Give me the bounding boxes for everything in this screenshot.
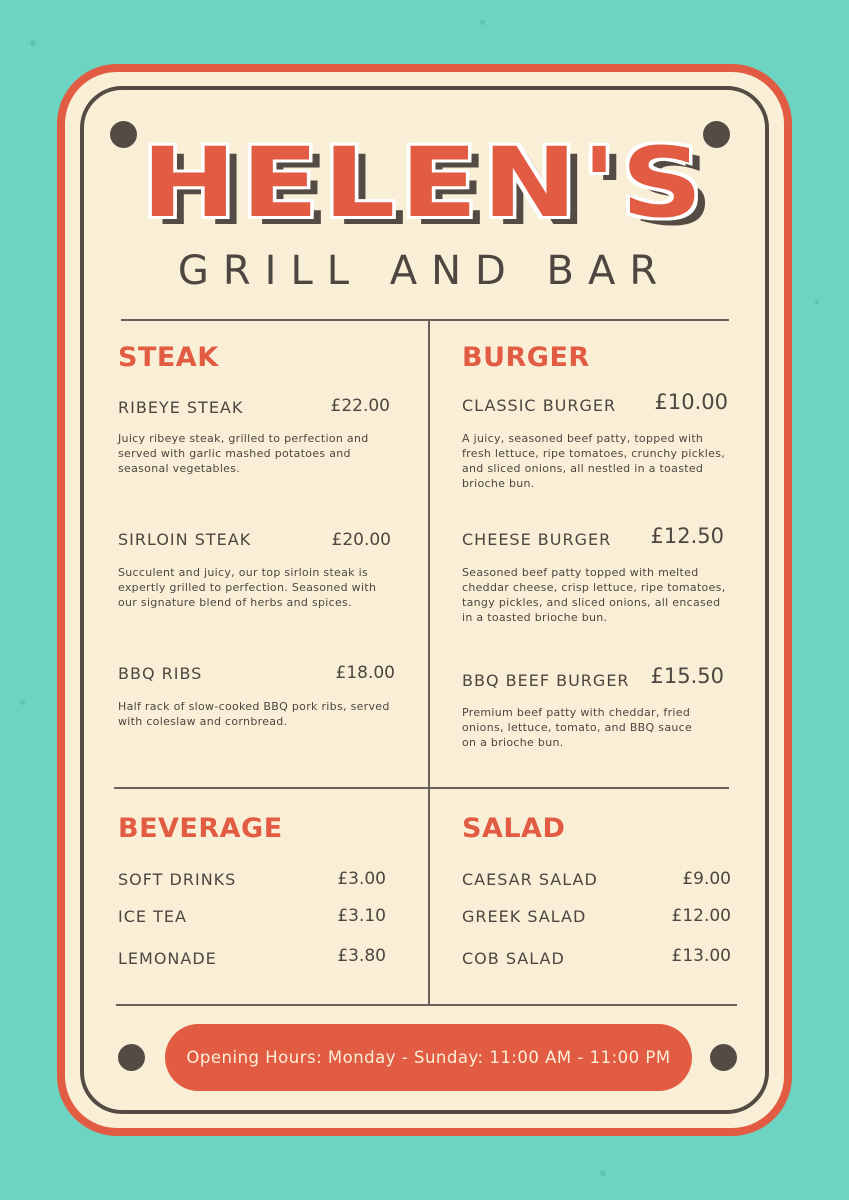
menu-item-name: CAESAR SALAD xyxy=(462,870,598,889)
top-divider xyxy=(121,319,729,321)
bottom-divider xyxy=(116,1004,737,1006)
menu-item-price: £10.00 xyxy=(654,390,728,414)
menu-item-price: £13.00 xyxy=(671,946,731,966)
menu-item-name: SOFT DRINKS xyxy=(118,870,237,889)
center-divider xyxy=(428,319,430,1005)
opening-hours-banner: Opening Hours: Monday - Sunday: 11:00 AM - 11:00 PM xyxy=(165,1024,692,1091)
menu-item-price: £12.00 xyxy=(671,906,731,926)
menu-item-description: Juicy ribeye steak, grilled to perfection and served with garlic mashed potatoes and seasonal vegetables. xyxy=(118,432,369,475)
menu-item-price: £20.00 xyxy=(331,530,391,550)
background-speck xyxy=(600,1170,606,1176)
background-speck xyxy=(20,700,25,705)
menu-item-name: COB SALAD xyxy=(462,949,565,968)
menu-item-price: £15.50 xyxy=(650,664,724,688)
menu-item-price: £3.80 xyxy=(337,946,386,966)
background-speck xyxy=(480,20,485,25)
rivet-bottom-left xyxy=(118,1044,145,1071)
background-speck xyxy=(815,300,819,304)
menu-item-name: LEMONADE xyxy=(118,949,217,968)
menu-item-price: £3.10 xyxy=(337,906,386,926)
menu-item-name: CLASSIC BURGER xyxy=(462,396,617,415)
menu-item-name: BBQ RIBS xyxy=(118,664,203,683)
background-speck xyxy=(30,40,36,46)
menu-item-name: GREEK SALAD xyxy=(462,907,587,926)
menu-item-name: RIBEYE STEAK xyxy=(118,398,244,417)
menu-item-price: £9.00 xyxy=(682,869,731,889)
menu-item-description: A juicy, seasoned beef patty, topped with fresh lettuce, ripe tomatoes, crunchy pickles, and sliced onions, all nestled in a toasted brioche bun. xyxy=(462,432,726,490)
section-title-salad: SALAD xyxy=(462,813,566,844)
menu-item-price: £12.50 xyxy=(650,524,724,548)
menu-item-description: Succulent and juicy, our top sirloin steak is expertly grilled to perfection. Seasoned with our signature blend of herbs and spices. xyxy=(118,566,377,609)
menu-item-name: ICE TEA xyxy=(118,907,187,926)
middle-divider xyxy=(114,787,729,789)
menu-item-name: CHEESE BURGER xyxy=(462,530,612,549)
section-title-beverage: BEVERAGE xyxy=(118,813,283,844)
rivet-bottom-right xyxy=(710,1044,737,1071)
menu-item-description: Premium beef patty with cheddar, fried onions, lettuce, tomato, and BBQ sauce on a brioche bun. xyxy=(462,706,693,749)
restaurant-title: HELEN'S xyxy=(141,127,708,239)
menu-item-description: Half rack of slow-cooked BBQ pork ribs, served with coleslaw and cornbread. xyxy=(118,700,390,728)
menu-item-name: BBQ BEEF BURGER xyxy=(462,671,630,690)
menu-item-price: £22.00 xyxy=(330,396,390,416)
restaurant-subtitle: GRILL AND BAR xyxy=(177,248,672,294)
section-title-burger: BURGER xyxy=(462,342,590,373)
section-title-steak: STEAK xyxy=(118,342,219,373)
menu-item-price: £3.00 xyxy=(337,869,386,889)
menu-item-description: Seasoned beef patty topped with melted cheddar cheese, crisp lettuce, ripe tomatoes, tangy pickles, and sliced onions, all encased in a toasted brioche bun. xyxy=(462,566,726,624)
menu-item-name: SIRLOIN STEAK xyxy=(118,530,252,549)
menu-item-price: £18.00 xyxy=(335,663,395,683)
